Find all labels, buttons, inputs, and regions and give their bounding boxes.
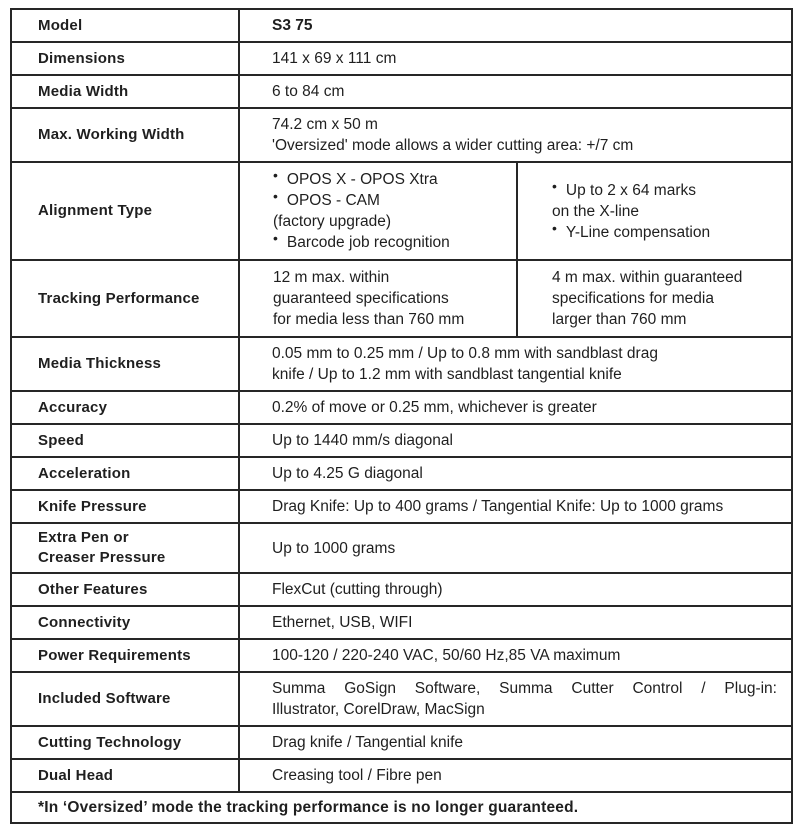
row-value-media-thickness xyxy=(240,338,791,390)
value-line: larger than 760 mm xyxy=(552,311,687,328)
value-line: 4 m max. within guaranteed xyxy=(552,269,743,286)
bullet-line xyxy=(273,190,506,211)
row-value-acceleration: Up to 4.25 G diagonal xyxy=(272,465,423,482)
row-value-connectivity: Ethernet, USB, WIFI xyxy=(272,614,413,631)
row-label-dual-head: Dual Head xyxy=(12,760,240,791)
bullet-line xyxy=(552,219,781,243)
value-line: guaranteed specifications xyxy=(273,290,449,307)
table-row-tracking-performance xyxy=(12,259,791,336)
bullet-line-text: Up to 2 x 64 marks xyxy=(565,181,696,199)
row-label-accuracy: Accuracy xyxy=(12,392,240,423)
tracking-left-cell xyxy=(240,261,518,336)
row-value-max-working-width xyxy=(240,109,791,161)
tracking-split-area xyxy=(240,261,791,336)
row-value-media-width: 6 to 84 cm xyxy=(272,83,345,100)
value-line: for media less than 760 mm xyxy=(273,311,465,328)
row-value-power-requirements: 100-120 / 220-240 VAC, 50/60 Hz,85 VA maximum xyxy=(272,647,621,664)
row-label-max-working-width: Max. Working Width xyxy=(12,109,240,161)
bullet-line xyxy=(552,177,781,201)
bullet-icon: • xyxy=(273,230,278,246)
spec-table xyxy=(10,8,793,824)
bullet-icon: • xyxy=(273,167,278,183)
table-row-acceleration xyxy=(12,456,791,489)
row-label-model: Model xyxy=(12,10,240,41)
plain-line: (factory upgrade) xyxy=(273,213,392,230)
value-line: specifications for media xyxy=(552,290,714,307)
row-label-acceleration: Acceleration xyxy=(12,458,240,489)
row-value-included-software xyxy=(240,673,791,725)
row-label-extra-pen-creaser-pressure xyxy=(12,524,240,572)
row-label-connectivity: Connectivity xyxy=(12,607,240,638)
table-row-extra-pen-creaser-pressure xyxy=(12,522,791,572)
bullet-line-text: Y-Line compensation xyxy=(565,223,711,241)
bullet-line xyxy=(273,169,506,190)
row-value-other-features: FlexCut (cutting through) xyxy=(272,581,443,598)
table-row-speed xyxy=(12,423,791,456)
value-line: knife / Up to 1.2 mm with sandblast tangential knife xyxy=(272,366,622,383)
row-value-dual-head: Creasing tool / Fibre pen xyxy=(272,767,442,784)
row-label-tracking-performance: Tracking Performance xyxy=(12,261,240,336)
table-row-model xyxy=(12,10,791,41)
row-label-dimensions: Dimensions xyxy=(12,43,240,74)
alignment-left-cell xyxy=(240,163,518,259)
value-line: 'Oversized' mode allows a wider cutting area: +/7 cm xyxy=(272,137,634,154)
bullet-line-text: OPOS X - OPOS Xtra xyxy=(286,171,438,188)
table-row-cutting-technology xyxy=(12,725,791,758)
tracking-right-cell xyxy=(518,261,791,336)
bullet-line-text: OPOS - CAM xyxy=(286,192,380,209)
row-label-cutting-technology: Cutting Technology xyxy=(12,727,240,758)
row-label-included-software: Included Software xyxy=(12,673,240,725)
value-line: Illustrator, CorelDraw, MacSign xyxy=(272,701,485,718)
row-value-accuracy: 0.2% of move or 0.25 mm, whichever is greater xyxy=(272,399,597,416)
table-row-media-width xyxy=(12,74,791,107)
row-label-power-requirements: Power Requirements xyxy=(12,640,240,671)
table-row-included-software xyxy=(12,671,791,725)
row-value-model: S3 75 xyxy=(272,17,313,34)
row-value-dimensions: 141 x 69 x 111 cm xyxy=(272,50,397,67)
row-label-media-width: Media Width xyxy=(12,76,240,107)
row-value-extra-pen-creaser-pressure: Up to 1000 grams xyxy=(272,539,396,557)
table-row-dimensions xyxy=(12,41,791,74)
table-row-max-working-width xyxy=(12,107,791,161)
alignment-split-area xyxy=(240,163,791,259)
plain-line: on the X-line xyxy=(552,202,640,220)
row-label-alignment-type: Alignment Type xyxy=(12,163,240,259)
label-line: Extra Pen or xyxy=(38,529,129,546)
value-line: Summa GoSign Software, Summa Cutter Control / Plug-in: xyxy=(272,680,777,697)
table-row-accuracy xyxy=(12,390,791,423)
row-label-other-features: Other Features xyxy=(12,574,240,605)
table-row-power-requirements xyxy=(12,638,791,671)
table-row-alignment-type xyxy=(12,161,791,259)
row-label-media-thickness: Media Thickness xyxy=(12,338,240,390)
row-value-cutting-technology: Drag knife / Tangential knife xyxy=(272,734,463,751)
table-row-knife-pressure xyxy=(12,489,791,522)
footnote: *In ‘Oversized’ mode the tracking performance is no longer guaranteed. xyxy=(12,791,791,822)
row-value-knife-pressure: Drag Knife: Up to 400 grams / Tangential Knife: Up to 1000 grams xyxy=(272,498,724,515)
table-row-connectivity xyxy=(12,605,791,638)
row-value-speed: Up to 1440 mm/s diagonal xyxy=(272,432,453,449)
table-row-other-features xyxy=(12,572,791,605)
row-label-speed: Speed xyxy=(12,425,240,456)
alignment-right-cell xyxy=(518,163,791,259)
bullet-line-text: Barcode job recognition xyxy=(286,234,450,251)
table-row-dual-head xyxy=(12,758,791,791)
table-row-media-thickness xyxy=(12,336,791,390)
bullet-icon: • xyxy=(552,219,557,236)
bullet-icon: • xyxy=(273,188,278,204)
label-line: Creaser Pressure xyxy=(38,549,166,566)
value-line: 12 m max. within xyxy=(273,269,390,286)
row-label-knife-pressure: Knife Pressure xyxy=(12,491,240,522)
value-line: 74.2 cm x 50 m xyxy=(272,116,378,133)
value-line: 0.05 mm to 0.25 mm / Up to 0.8 mm with sandblast drag xyxy=(272,345,658,362)
bullet-line xyxy=(273,232,506,253)
bullet-icon: • xyxy=(552,177,557,194)
